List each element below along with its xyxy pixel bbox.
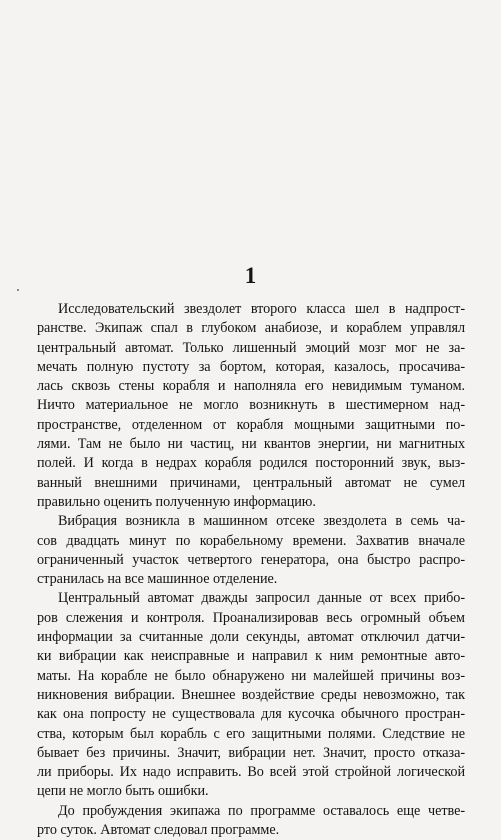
paragraph: [37, 512, 465, 589]
text-line: информации за считанные доли секунды, автомат отключил датчи-: [37, 629, 465, 646]
text-line: ранстве. Экипаж спал в глубоком анабиозе, и кораблем управлял: [37, 320, 465, 337]
text-line: ства, которым был корабль с его защитными полями. Следствие не: [37, 725, 465, 742]
text-line: полей. И когда в недрах корабля родился посторонний звук, выз-: [37, 455, 465, 472]
text-line: Вибрация возникла в машинном отсеке звездолета в семь ча-: [58, 513, 465, 530]
text-line: До пробуждения экипажа по программе оставалось еще четве-: [58, 802, 465, 819]
text-line: цепи не могло быть ошибки.: [37, 783, 209, 800]
text-line: ванный внешними причинами, центральный автомат не сумел: [37, 474, 465, 491]
text-line: ограниченный участок четвертого генератора, она быстро распро-: [37, 551, 465, 568]
paragraph: [37, 589, 465, 801]
text-line: ров слежения и контроля. Проанализировав весь огромный объем: [37, 609, 465, 626]
text-line: лась сквозь стены корабля и наполняла его невидимым туманом.: [37, 378, 465, 395]
text-line: маты. На корабле не было обнаружено ни малейшей причины воз-: [37, 667, 465, 684]
paragraph: [37, 300, 465, 512]
text-line: центральный автомат. Только лишенный эмоций мозг мог не за-: [37, 339, 465, 356]
text-line: Исследовательский звездолет второго класса шел в надпрост-: [58, 301, 465, 317]
text-line: ли приборы. Их надо исправить. Во всей этой стройной логической: [37, 764, 465, 781]
text-line: ки вибрации как неисправные и направил к ним ремонтные авто-: [37, 648, 465, 665]
chapter-number: 1: [244, 263, 257, 288]
text-line: пространстве, отделенном от корабля мощными защитными по-: [37, 416, 465, 433]
text-line: странилась на все машинное отделение.: [37, 571, 278, 588]
text-line: лями. Там не было ни частиц, ни квантов энергии, ни магнитных: [37, 436, 465, 453]
text-line: бывает без причины. Значит, вибрации нет. Значит, просто отказа-: [37, 744, 465, 761]
chapter-text: [37, 300, 465, 840]
text-line: никновения вибрации. Внешнее воздействие среды невозможно, так: [37, 686, 465, 703]
text-line: Центральный автомат дважды запросил данные от всех прибо-: [58, 590, 465, 607]
text-line: как она попросту не существовала для кусочка обычного простран-: [37, 706, 465, 723]
text-line: Ничто материальное не могло возникнуть в шестимерном над-: [37, 397, 465, 414]
text-line: рто суток. Автомат следовал программе.: [37, 822, 280, 839]
text-line: правильно оценить полученную информацию.: [37, 493, 316, 510]
paragraph: [37, 802, 465, 840]
text-line: сов двадцать минут по корабельному времени. Захватив вначале: [37, 532, 465, 549]
text-line: мечать полную пустоту за бортом, которая, казалось, просачива-: [37, 358, 465, 375]
